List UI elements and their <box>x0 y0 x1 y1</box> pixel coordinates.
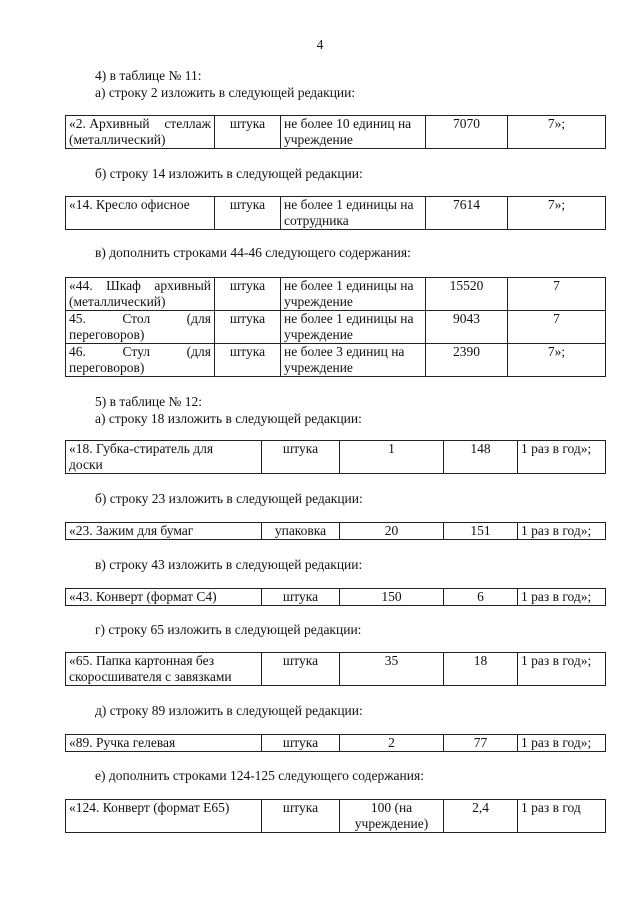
item-name-cell: «44. Шкаф архивный (металлический) <box>66 278 215 311</box>
item-name-cell: «124. Конверт (формат Е65) <box>66 800 262 833</box>
table-row <box>66 197 606 230</box>
paragraph-row89-instruction: д) строку 89 изложить в следующей редакции: <box>95 703 363 718</box>
paragraph-row18-instruction: а) строку 18 изложить в следующей редакции: <box>95 411 362 426</box>
price-cell: 7070 <box>426 116 508 149</box>
unit-cell: штука <box>215 344 281 377</box>
unit-cell: штука <box>262 653 340 686</box>
paragraph-table11-header: 4) в таблице № 11: <box>95 68 202 83</box>
page-number: 4 <box>316 37 324 52</box>
item-name-cell: «43. Конверт (формат С4) <box>66 589 262 606</box>
table-row <box>66 344 606 377</box>
table-row <box>66 800 606 833</box>
norm-cell: не более 10 единиц на учреждение <box>281 116 426 149</box>
unit-cell: штука <box>262 735 340 752</box>
norm-cell: не более 1 единицы на учреждение <box>281 278 426 311</box>
item-name-cell: «14. Кресло офисное <box>66 197 215 230</box>
years-cell: 7 <box>508 311 606 344</box>
price-cell: 2390 <box>426 344 508 377</box>
table-row <box>66 278 606 311</box>
years-cell: 7»; <box>508 116 606 149</box>
years-cell: 7»; <box>508 344 606 377</box>
paragraph-row2-instruction: а) строку 2 изложить в следующей редакции: <box>95 85 356 100</box>
paragraph-table12-header: 5) в таблице № 12: <box>95 394 203 409</box>
table11-rows44-46-table <box>65 277 606 377</box>
price-cell: 7614 <box>426 197 508 230</box>
item-name-cell: 45. Стол (для переговоров) <box>66 311 215 344</box>
item-name-cell: «18. Губка-стиратель для доски <box>66 441 262 474</box>
item-name-cell: «65. Папка картонная без скоросшивателя с завязками <box>66 653 262 686</box>
item-name-cell: «89. Ручка гелевая <box>66 735 262 752</box>
price-cell: 148 <box>444 441 518 474</box>
unit-cell: штука <box>262 800 340 833</box>
unit-cell: штука <box>215 116 281 149</box>
price-cell: 9043 <box>426 311 508 344</box>
price-cell: 2,4 <box>444 800 518 833</box>
norm-cell: не более 3 единиц на учреждение <box>281 344 426 377</box>
table12-row43-table <box>65 588 606 606</box>
unit-cell: штука <box>215 278 281 311</box>
period-cell: 1 раз в год»; <box>518 653 606 686</box>
price-cell: 151 <box>444 523 518 540</box>
period-cell: 1 раз в год»; <box>518 589 606 606</box>
table11-row2-table <box>65 115 606 149</box>
period-cell: 1 раз в год <box>518 800 606 833</box>
quantity-cell: 1 <box>340 441 444 474</box>
unit-cell: штука <box>215 311 281 344</box>
paragraph-row23-instruction: б) строку 23 изложить в следующей редакции: <box>95 491 363 506</box>
quantity-cell: 35 <box>340 653 444 686</box>
quantity-cell: 100 (на учреждение) <box>340 800 444 833</box>
period-cell: 1 раз в год»; <box>518 441 606 474</box>
item-name-cell: «2. Архивный стеллаж (металлический) <box>66 116 215 149</box>
table-row <box>66 311 606 344</box>
table-row <box>66 523 606 540</box>
quantity-cell: 20 <box>340 523 444 540</box>
period-cell: 1 раз в год»; <box>518 735 606 752</box>
paragraph-row65-instruction: г) строку 65 изложить в следующей редакции: <box>95 622 362 637</box>
unit-cell: штука <box>215 197 281 230</box>
table12-row18-table <box>65 440 606 474</box>
table12-row89-table <box>65 734 606 752</box>
paragraph-rows124-125-instruction: е) дополнить строками 124-125 следующего содержания: <box>95 768 424 783</box>
years-cell: 7»; <box>508 197 606 230</box>
item-name-cell: 46. Стул (для переговоров) <box>66 344 215 377</box>
table-row <box>66 441 606 474</box>
table-row <box>66 735 606 752</box>
item-name-cell: «23. Зажим для бумаг <box>66 523 262 540</box>
price-cell: 18 <box>444 653 518 686</box>
period-cell: 1 раз в год»; <box>518 523 606 540</box>
paragraph-rows44-46-instruction: в) дополнить строками 44-46 следующего содержания: <box>95 245 411 260</box>
norm-cell: не более 1 единицы на учреждение <box>281 311 426 344</box>
quantity-cell: 2 <box>340 735 444 752</box>
norm-cell: не более 1 единицы на сотрудника <box>281 197 426 230</box>
paragraph-row43-instruction: в) строку 43 изложить в следующей редакции: <box>95 557 363 572</box>
table11-row14-table <box>65 196 606 230</box>
price-cell: 15520 <box>426 278 508 311</box>
table-row <box>66 653 606 686</box>
table12-row124-table <box>65 799 606 833</box>
paragraph-row14-instruction: б) строку 14 изложить в следующей редакции: <box>95 166 363 181</box>
price-cell: 77 <box>444 735 518 752</box>
table-row <box>66 116 606 149</box>
unit-cell: упаковка <box>262 523 340 540</box>
table12-row23-table <box>65 522 606 540</box>
price-cell: 6 <box>444 589 518 606</box>
unit-cell: штука <box>262 589 340 606</box>
years-cell: 7 <box>508 278 606 311</box>
table12-row65-table <box>65 652 606 686</box>
quantity-cell: 150 <box>340 589 444 606</box>
table-row <box>66 589 606 606</box>
unit-cell: штука <box>262 441 340 474</box>
